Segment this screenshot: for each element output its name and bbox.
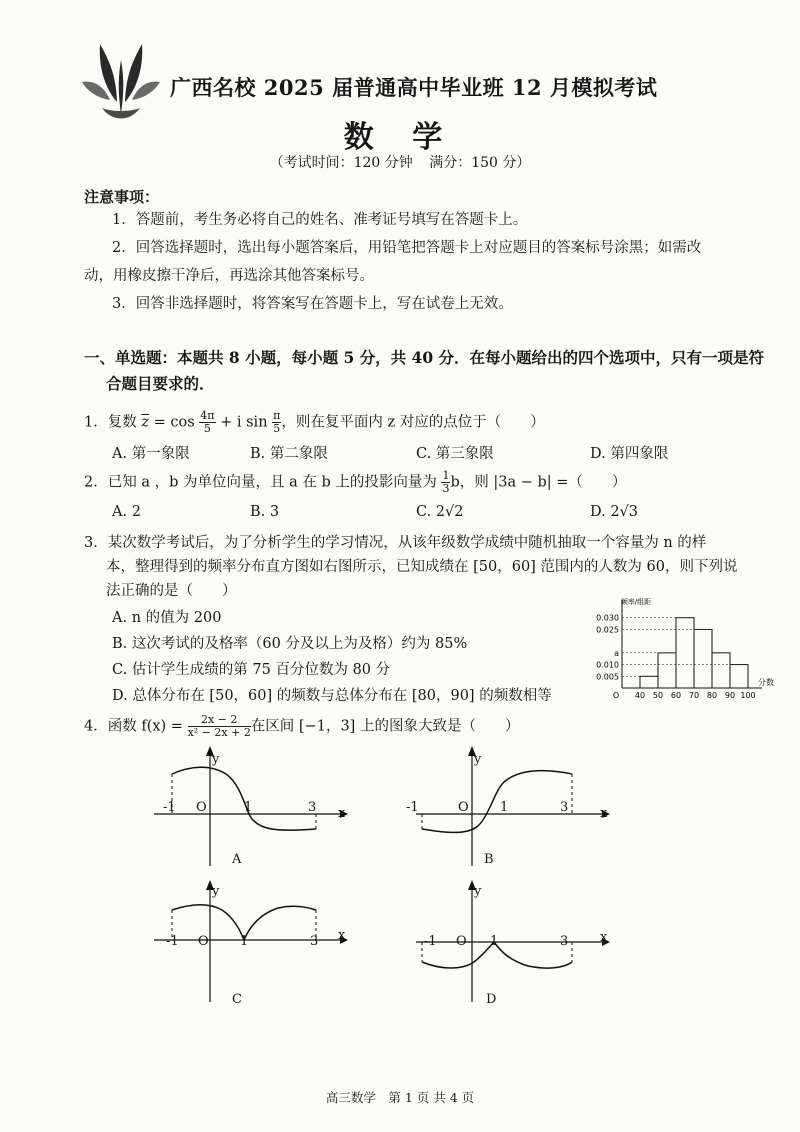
graph-a-label: A <box>232 852 242 867</box>
q4-fraction <box>188 714 251 739</box>
hist-y-label: 频率/组距 <box>620 598 652 606</box>
graph-a-origin: O <box>196 800 207 815</box>
note-item-2-line-1: 2．回答选择题时，选出每小题答案后，用铅笔把答题卡上对应题目的答案标号涂黑；如需改 <box>112 240 702 256</box>
q3-line-1-text: 某次数学考试后，为了分析学生的学习情况，从该年级数学成绩中随机抽取一个容量为 n 的样 <box>107 535 707 551</box>
graph-d-origin: O <box>456 934 467 949</box>
q4-f-den: x² − 2x + 2 <box>187 726 251 739</box>
graph-d <box>412 880 612 1005</box>
graph-b-x-label: x <box>600 806 608 821</box>
q1-text-a: 复数 <box>107 414 137 431</box>
q4-text-b: 在区间 [−1，3] 上的图象大致是（ ） <box>250 718 520 735</box>
q1-f1-num: 4π <box>200 409 215 422</box>
q2-f-num: 1 <box>442 469 450 482</box>
note-item-1: 1．答题前，考生务必将自己的姓名、准考证号填写在答题卡上。 <box>112 212 528 228</box>
q1-option-d: D. 第四象限 <box>590 446 669 462</box>
section-heading-line-1: 一、单选题：本题共 8 小题，每小题 5 分，共 40 分．在每小题给出的四个选项中，只有一项是符 <box>84 348 765 367</box>
hist-x-tick: 60 <box>670 691 682 700</box>
hist-bar <box>730 665 748 688</box>
graph-b-tick-1: 1 <box>500 800 509 815</box>
q1-eq: = cos <box>148 414 195 431</box>
question-3-line-3: 法正确的是（ ） <box>106 583 237 599</box>
graph-d-tick-1: 1 <box>490 934 499 949</box>
q3-option-d: D. 总体分布在 [50，60] 的频数与总体分布在 [80，90] 的频数相等 <box>112 688 552 704</box>
hist-x-tick: 100 <box>740 691 756 700</box>
graph-c-tick-neg1: -1 <box>166 934 179 949</box>
note-item-3: 3．回答非选择题时，将答案写在答题卡上，写在试卷上无效。 <box>112 296 513 312</box>
graph-d-tick-neg1: -1 <box>424 934 437 949</box>
graph-a-y-label: y <box>212 752 220 767</box>
q4-f-num: 2x − 2 <box>188 714 251 727</box>
exam-title: 广西名校 2025 届普通高中毕业班 12 月模拟考试 <box>170 75 658 100</box>
graph-a-tick-3: 3 <box>308 800 317 815</box>
hist-y-tick: 0.025 <box>596 625 619 635</box>
graph-b <box>412 744 612 869</box>
subject-title: 数 学 <box>343 120 457 155</box>
graph-b-y-label: y <box>474 752 482 767</box>
graph-b-origin: O <box>458 800 469 815</box>
graph-c-tick-1: 1 <box>240 934 249 949</box>
q2-option-a: A. 2 <box>112 504 141 520</box>
question-1 <box>84 410 545 435</box>
graph-d-x-label: x <box>600 930 608 945</box>
note-item-2-line-2: 动，用橡皮擦干净后，再选涂其他答案标号。 <box>84 268 374 284</box>
full-score: 满分：150 分） <box>429 155 531 171</box>
q1-fraction-2 <box>272 410 281 435</box>
graph-d-y-label: y <box>474 884 482 899</box>
q2-text-a: 已知 a ，b 为单位向量，且 a 在 b 上的投影向量为 <box>107 474 437 491</box>
question-4 <box>84 714 519 739</box>
q1-option-c: C. 第三象限 <box>416 446 494 462</box>
q1-number: 1． <box>84 414 108 431</box>
graph-c-x-label: x <box>338 928 346 943</box>
hist-bar <box>712 653 730 688</box>
hist-bar <box>658 653 676 688</box>
hist-x-tick: 90 <box>724 691 736 700</box>
q3-option-c: C. 估计学生成绩的第 75 百分位数为 80 分 <box>112 662 391 678</box>
hist-x-tick: 40 <box>634 691 646 700</box>
q4-number: 4． <box>84 718 108 735</box>
q1-f2-num: π <box>273 409 281 422</box>
q1-option-a: A. 第一象限 <box>112 446 190 462</box>
hist-y-tick: 0.010 <box>596 660 619 670</box>
hist-x-tick: 80 <box>706 691 718 700</box>
graph-c-tick-3: 3 <box>310 934 319 949</box>
question-3-line-1 <box>84 532 706 554</box>
q1-f1-den: 5 <box>203 422 211 435</box>
hist-x-label: 分数 <box>758 678 774 687</box>
q2-option-c: C. 2√2 <box>416 504 464 520</box>
q3-number: 3． <box>84 535 108 551</box>
question-2 <box>84 470 626 495</box>
notes-heading: 注意事项： <box>84 188 160 206</box>
graph-d-tick-3: 3 <box>560 934 569 949</box>
graph-b-label: B <box>484 852 494 867</box>
q3-option-b: B. 这次考试的及格率（60 分及以上为及格）约为 85% <box>112 636 468 652</box>
exam-time: （考试时间：120 分钟 <box>269 155 413 171</box>
q1-plus-i-sin: + i sin <box>215 414 268 431</box>
graph-a-tick-1: 1 <box>244 800 253 815</box>
hist-bar <box>640 676 658 688</box>
hist-bar <box>694 629 712 688</box>
graph-b-tick-neg1: -1 <box>406 800 419 815</box>
graph-c <box>150 880 350 1005</box>
hist-y-tick: 0.005 <box>596 672 619 682</box>
exam-info <box>0 152 800 172</box>
hist-x-tick: 50 <box>652 691 664 700</box>
section-heading <box>84 345 784 397</box>
graph-a-x-label: x <box>338 806 346 821</box>
q2-text-b: b，则 |3a − b| =（ ） <box>450 474 627 491</box>
q4-text-a: 函数 f(x) = <box>107 718 183 735</box>
q1-text-b: ，则在复平面内 z 对应的点位于（ ） <box>281 414 545 431</box>
graph-c-label: C <box>232 992 242 1007</box>
frequency-histogram <box>578 596 778 708</box>
q2-option-b: B. 3 <box>250 504 280 520</box>
q1-option-b: B. 第二象限 <box>250 446 328 462</box>
graph-c-y-label: y <box>212 884 220 899</box>
q2-f-den: 3 <box>442 482 450 495</box>
graph-a-tick-neg1: -1 <box>163 800 176 815</box>
graph-b-tick-3: 3 <box>560 800 569 815</box>
hist-bar <box>676 618 694 688</box>
hist-y-tick: a <box>614 648 619 658</box>
hist-x-tick: 70 <box>688 691 700 700</box>
q1-f2-den: 5 <box>273 422 281 435</box>
q2-option-d: D. 2√3 <box>590 504 639 520</box>
graph-c-origin: O <box>198 934 209 949</box>
section-heading-line-2: 合题目要求的． <box>106 374 215 393</box>
hist-y-tick: 0.030 <box>596 613 619 623</box>
hist-x-tick: O <box>612 691 620 700</box>
question-3-line-2: 本，整理得到的频率分布直方图如右图所示，已知成绩在 [50，60] 范围内的人数为 60，则下列说 <box>106 559 738 575</box>
q1-fraction-1 <box>199 410 215 435</box>
q3-option-a: A. n 的值为 200 <box>112 610 222 626</box>
q2-number: 2． <box>84 474 108 491</box>
graph-d-label: D <box>486 992 497 1007</box>
page-footer: 高三数学 第 1 页 共 4 页 <box>325 1090 475 1105</box>
q1-z-bar: $\overline{z}$ <box>141 414 149 431</box>
